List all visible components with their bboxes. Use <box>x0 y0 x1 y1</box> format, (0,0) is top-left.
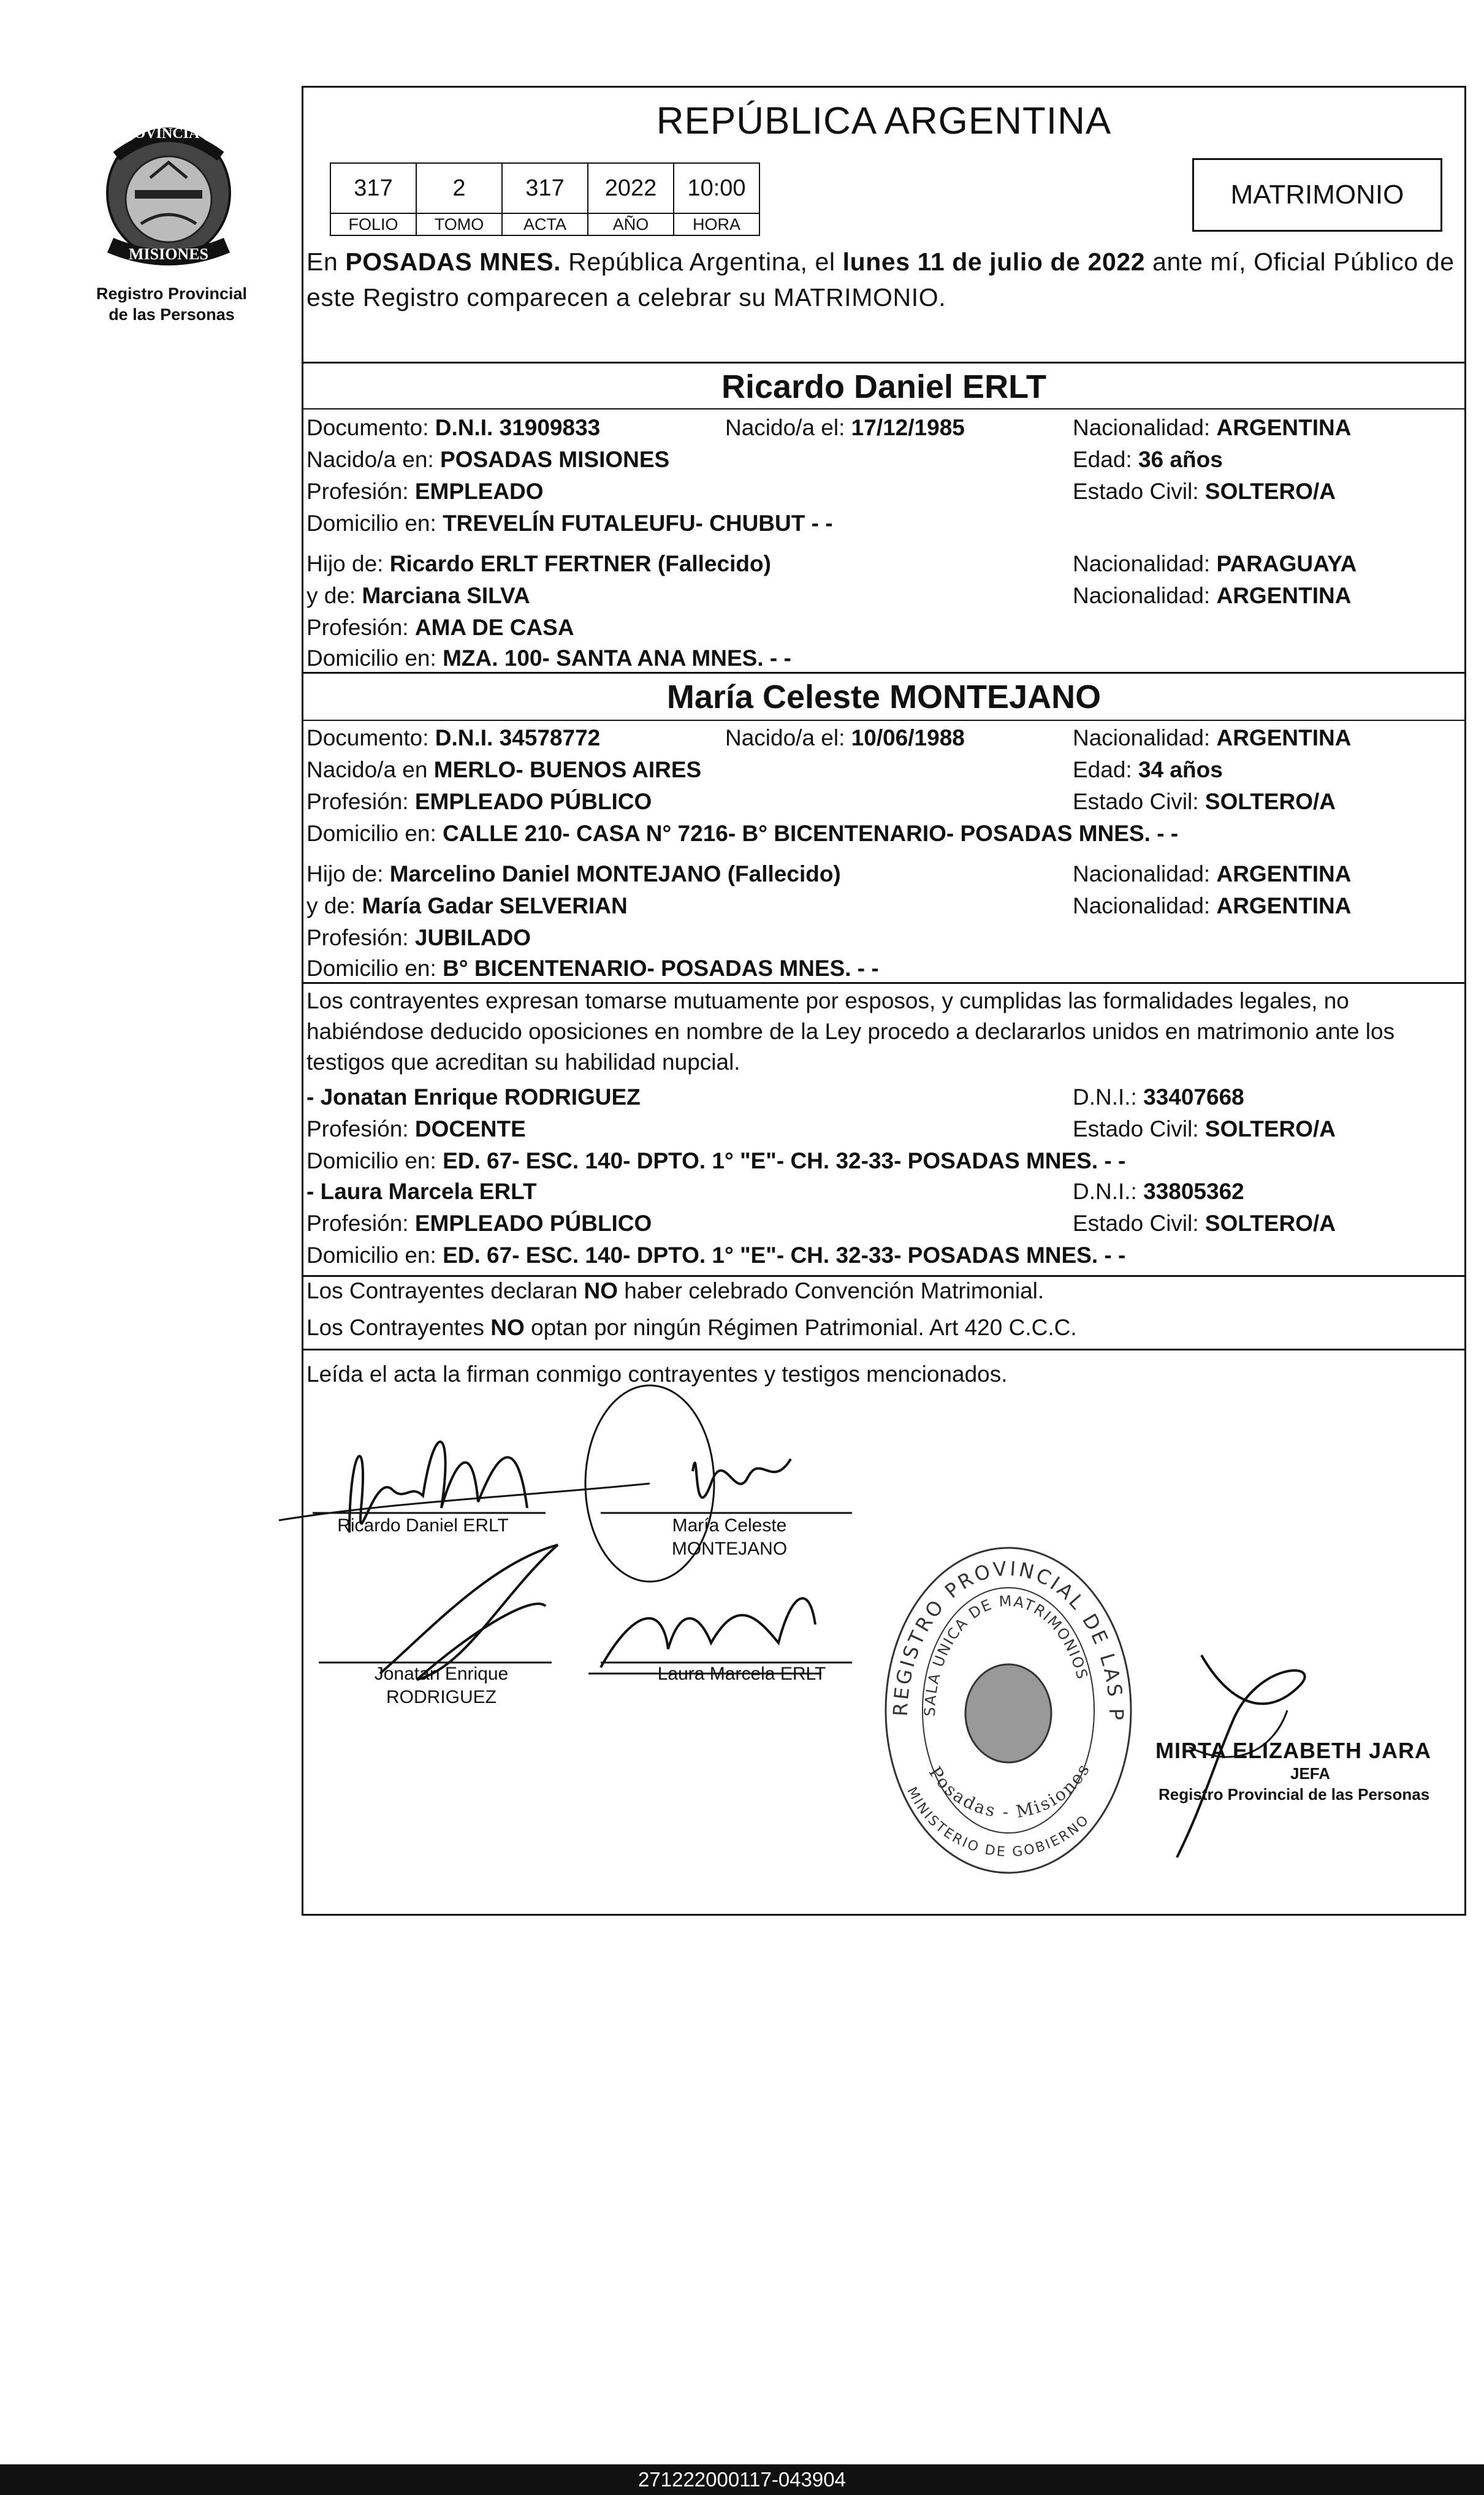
bride-civil-status <box>1073 790 1336 814</box>
field-label: Nacionalidad: <box>1073 893 1217 918</box>
stamp-city-text: Posadas - Misiones <box>924 1759 1095 1823</box>
field-label: Profesión: <box>306 1211 415 1236</box>
field-label: Nacionalidad: <box>1073 861 1217 886</box>
groom-father-nationality <box>1073 552 1357 576</box>
closing-statement: Leída el acta la firman conmigo contrayentes y testigos mencionados. <box>306 1362 1008 1387</box>
bride-mother <box>306 894 628 918</box>
field-label: Edad: <box>1073 757 1138 782</box>
witness2-signature-label: Laura Marcela ERLT <box>657 1664 826 1684</box>
stamp-outer-text: REGISTRO PROVINCIAL DE LAS P <box>888 1556 1128 1723</box>
statement-emphasis: NO <box>490 1315 525 1340</box>
field-value: D.N.I. 31909833 <box>435 415 601 440</box>
field-value: ED. 67- ESC. 140- DPTO. 1° "E"- CH. 32-33- POSADAS MNES. - - <box>443 1243 1126 1268</box>
bride-father-nationality <box>1073 862 1351 886</box>
statement-emphasis: NO <box>584 1278 618 1303</box>
section-divider <box>302 1275 1466 1277</box>
bride-profession <box>306 790 652 814</box>
bride-mother-nationality <box>1073 894 1351 918</box>
groom-document <box>306 416 600 440</box>
witness2-name <box>306 1179 537 1204</box>
groom-profession <box>306 479 544 504</box>
field-value: SOLTERO/A <box>1204 479 1336 504</box>
barcode-number: 271222000117-043904 <box>638 2468 846 2491</box>
hora-value: 10:00 <box>674 163 759 213</box>
official-name: MIRTA ELIZABETH JARA <box>1155 1738 1431 1763</box>
groom-mother <box>306 584 530 608</box>
field-label: Nacido/a el: <box>725 725 851 750</box>
logo-caption-line2: de las Personas <box>108 305 235 324</box>
official-office: Registro Provincial de las Personas <box>1159 1785 1430 1804</box>
intro-paragraph <box>306 244 1465 315</box>
hora-label: HORA <box>674 213 759 235</box>
field-value: DOCENTE <box>414 1116 526 1141</box>
field-value: CALLE 210- CASA N° 7216- B° BICENTENARIO- POSADAS MNES. - - <box>443 821 1179 846</box>
intro-date: lunes 11 de julio de 2022 <box>842 248 1146 276</box>
bride-signature-label-line2: MONTEJANO <box>671 1539 788 1559</box>
section-divider <box>302 720 1466 721</box>
groom-parent-profession <box>306 615 574 640</box>
bride-parent-profession <box>306 926 531 950</box>
field-label: Domicilio en: <box>306 1243 443 1268</box>
intro-place: POSADAS MNES. <box>345 248 561 276</box>
section-divider <box>302 362 1466 364</box>
official-stamp <box>870 1533 1146 1876</box>
field-label: Nacido/a el: <box>725 415 851 440</box>
field-value: TREVELÍN FUTALEUFU- CHUBUT - - <box>443 511 833 536</box>
section-divider <box>302 408 1466 409</box>
field-value: 33407668 <box>1143 1084 1244 1110</box>
bride-birth-place <box>306 758 701 782</box>
field-label: Nacionalidad: <box>1073 551 1217 576</box>
intro-text: República Argentina, el <box>561 248 843 276</box>
logo-caption-line1: Registro Provincial <box>96 284 248 303</box>
field-value: MZA. 100- SANTA ANA MNES. - - <box>443 646 791 671</box>
field-value: ARGENTINA <box>1216 725 1352 750</box>
statement-text: haber celebrado Convención Matrimonial. <box>618 1278 1045 1303</box>
field-label: Domicilio en: <box>306 956 443 981</box>
province-seal-logo <box>92 120 245 273</box>
field-label: Nacionalidad: <box>1073 725 1217 750</box>
witness1-signature-label-line1: Jonatan Enrique <box>374 1664 509 1684</box>
field-label: Profesión: <box>306 789 415 814</box>
field-label: Hijo de: <box>306 861 390 886</box>
groom-mother-nationality <box>1073 584 1351 608</box>
bride-signature-label-line1: María Celeste <box>672 1515 787 1536</box>
field-label: Domicilio en: <box>306 1148 443 1173</box>
field-value: D.N.I. 34578772 <box>435 725 601 750</box>
record-index-table <box>330 162 760 236</box>
field-label: Documento: <box>306 725 435 750</box>
svg-text:Posadas - Misiones <box>925 1759 1094 1823</box>
field-value: SOLTERO/A <box>1204 789 1336 814</box>
folio-value: 317 <box>330 163 416 213</box>
field-label: Estado Civil: <box>1073 789 1205 814</box>
acta-label: ACTA <box>502 213 588 235</box>
field-value: 33805362 <box>1143 1179 1244 1204</box>
field-label: D.N.I.: <box>1073 1084 1144 1110</box>
field-value: PARAGUAYA <box>1216 551 1357 576</box>
statement-text: Los Contrayentes declaran <box>306 1278 584 1303</box>
field-value: B° BICENTENARIO- POSADAS MNES. - - <box>443 956 879 981</box>
section-divider <box>302 672 1466 674</box>
field-label: Domicilio en: <box>306 646 443 671</box>
record-type-box: MATRIMONIO <box>1192 158 1442 232</box>
acta-value: 317 <box>502 163 588 213</box>
bride-address <box>306 821 1178 846</box>
field-value: AMA DE CASA <box>414 615 574 640</box>
field-value: SOLTERO/A <box>1204 1116 1336 1141</box>
field-label: Domicilio en: <box>306 821 443 846</box>
field-value: MERLO- BUENOS AIRES <box>433 757 702 782</box>
groom-civil-status <box>1073 479 1336 504</box>
groom-nationality <box>1073 416 1351 440</box>
field-label: Nacionalidad: <box>1073 583 1217 608</box>
witness2-profession <box>306 1211 652 1236</box>
field-value: JUBILADO <box>414 925 531 950</box>
witness1-dni <box>1073 1085 1244 1110</box>
witness1-profession <box>306 1117 526 1141</box>
convention-statement <box>306 1279 1044 1303</box>
declaration-paragraph: Los contrayentes expresan tomarse mutuamente por esposos, y cumplidas las formalidades legales, no habiéndose deducido oposiciones en nombre de la Ley procedo a declararlos unidos en matrimonio ante los testigos que acreditan su habilidad nupcial. <box>306 988 1395 1075</box>
groom-father <box>306 552 771 576</box>
field-value: Ricardo ERLT FERTNER (Fallecido) <box>389 551 771 576</box>
witness1-signature-label <box>343 1663 539 1709</box>
groom-name-heading: Ricardo Daniel ERLT <box>721 368 1047 405</box>
bride-document <box>306 726 600 750</box>
field-label: Estado Civil: <box>1073 1211 1205 1236</box>
witness2-civil-status <box>1073 1211 1336 1236</box>
statement-text: Los Contrayentes <box>306 1315 491 1340</box>
groom-address <box>306 511 833 536</box>
field-value: Marcelino Daniel MONTEJANO (Fallecido) <box>389 861 841 886</box>
field-label: Profesión: <box>306 925 415 950</box>
page-title: REPÚBLICA ARGENTINA <box>656 100 1112 142</box>
field-label: Nacido/a en <box>306 757 434 782</box>
witness2-address <box>306 1243 1125 1268</box>
field-value: María Gadar SELVERIAN <box>362 893 628 918</box>
field-value: 10/06/1988 <box>851 725 965 750</box>
field-label: y de: <box>306 583 362 608</box>
witness1-address <box>306 1149 1125 1173</box>
field-value: 17/12/1985 <box>851 415 965 440</box>
patrimonial-regime-statement <box>306 1316 1077 1340</box>
field-label: Profesión: <box>306 615 415 640</box>
field-value: ARGENTINA <box>1216 583 1352 608</box>
statement-text: optan por ningún Régimen Patrimonial. Art 420 C.C.C. <box>524 1315 1077 1340</box>
field-label: Edad: <box>1073 447 1138 472</box>
field-value: POSADAS MISIONES <box>440 447 670 472</box>
field-value: Marciana SILVA <box>362 583 530 608</box>
field-value: - Jonatan Enrique RODRIGUEZ <box>306 1084 641 1110</box>
field-label: Hijo de: <box>306 551 390 576</box>
bride-father <box>306 862 841 886</box>
field-label: Estado Civil: <box>1073 1116 1205 1141</box>
bride-name-heading: María Celeste MONTEJANO <box>666 679 1102 715</box>
field-value: EMPLEADO PÚBLICO <box>414 789 652 814</box>
official-role: JEFA <box>1290 1764 1331 1783</box>
field-value: ED. 67- ESC. 140- DPTO. 1° "E"- CH. 32-33- POSADAS MNES. - - <box>443 1148 1126 1173</box>
logo-caption <box>74 283 270 325</box>
field-label: Nacionalidad: <box>1073 415 1217 440</box>
section-divider <box>302 1349 1466 1350</box>
bride-age <box>1073 758 1223 782</box>
field-value: ARGENTINA <box>1216 893 1352 918</box>
groom-parent-address <box>306 646 791 671</box>
anio-label: AÑO <box>588 213 674 235</box>
field-value: EMPLEADO <box>414 479 544 504</box>
bride-signature-label <box>637 1514 821 1561</box>
field-label: Estado Civil: <box>1073 479 1205 504</box>
bride-birth-date <box>725 726 965 750</box>
tomo-value: 2 <box>416 163 502 213</box>
field-value: ARGENTINA <box>1216 861 1352 886</box>
folio-label: FOLIO <box>330 213 416 235</box>
field-label: Profesión: <box>306 1116 415 1141</box>
field-value: 34 años <box>1138 757 1223 782</box>
field-label: D.N.I.: <box>1073 1179 1144 1204</box>
witness1-name <box>306 1085 641 1110</box>
stamp-ministry-text: MINISTERIO DE GOBIERNO <box>904 1785 1093 1861</box>
intro-text: ante mí, Oficial Público de este Registro comparecen a celebrar su MATRIMONIO. <box>306 248 1455 311</box>
groom-age <box>1073 448 1223 472</box>
intro-text: En <box>306 248 346 276</box>
field-value: SOLTERO/A <box>1204 1211 1336 1236</box>
field-label: y de: <box>306 893 362 918</box>
groom-birth-place <box>306 448 669 472</box>
stamp-inner-text: SALA UNICA DE MATRIMONIOS <box>921 1592 1092 1717</box>
field-label: Profesión: <box>306 479 415 504</box>
field-value: ARGENTINA <box>1216 415 1352 440</box>
witness1-civil-status <box>1073 1117 1336 1141</box>
field-label: Nacido/a en: <box>306 447 441 472</box>
field-value: 36 años <box>1138 447 1223 472</box>
logo-top-text: PROVINCIA DE <box>114 126 223 142</box>
bride-parent-address <box>306 956 879 981</box>
field-value: EMPLEADO PÚBLICO <box>414 1211 652 1236</box>
witness2-dni <box>1073 1179 1244 1204</box>
logo-bottom-text: MISIONES <box>128 245 209 263</box>
field-label: Documento: <box>306 415 435 440</box>
groom-signature-label: Ricardo Daniel ERLT <box>337 1515 509 1536</box>
field-label: Domicilio en: <box>306 511 443 536</box>
bride-nationality <box>1073 726 1351 750</box>
groom-birth-date <box>725 416 965 440</box>
witness1-signature-label-line2: RODRIGUEZ <box>386 1687 497 1707</box>
tomo-label: TOMO <box>416 213 502 235</box>
anio-value: 2022 <box>588 163 674 213</box>
section-divider <box>302 982 1466 984</box>
field-value: - Laura Marcela ERLT <box>306 1179 537 1204</box>
